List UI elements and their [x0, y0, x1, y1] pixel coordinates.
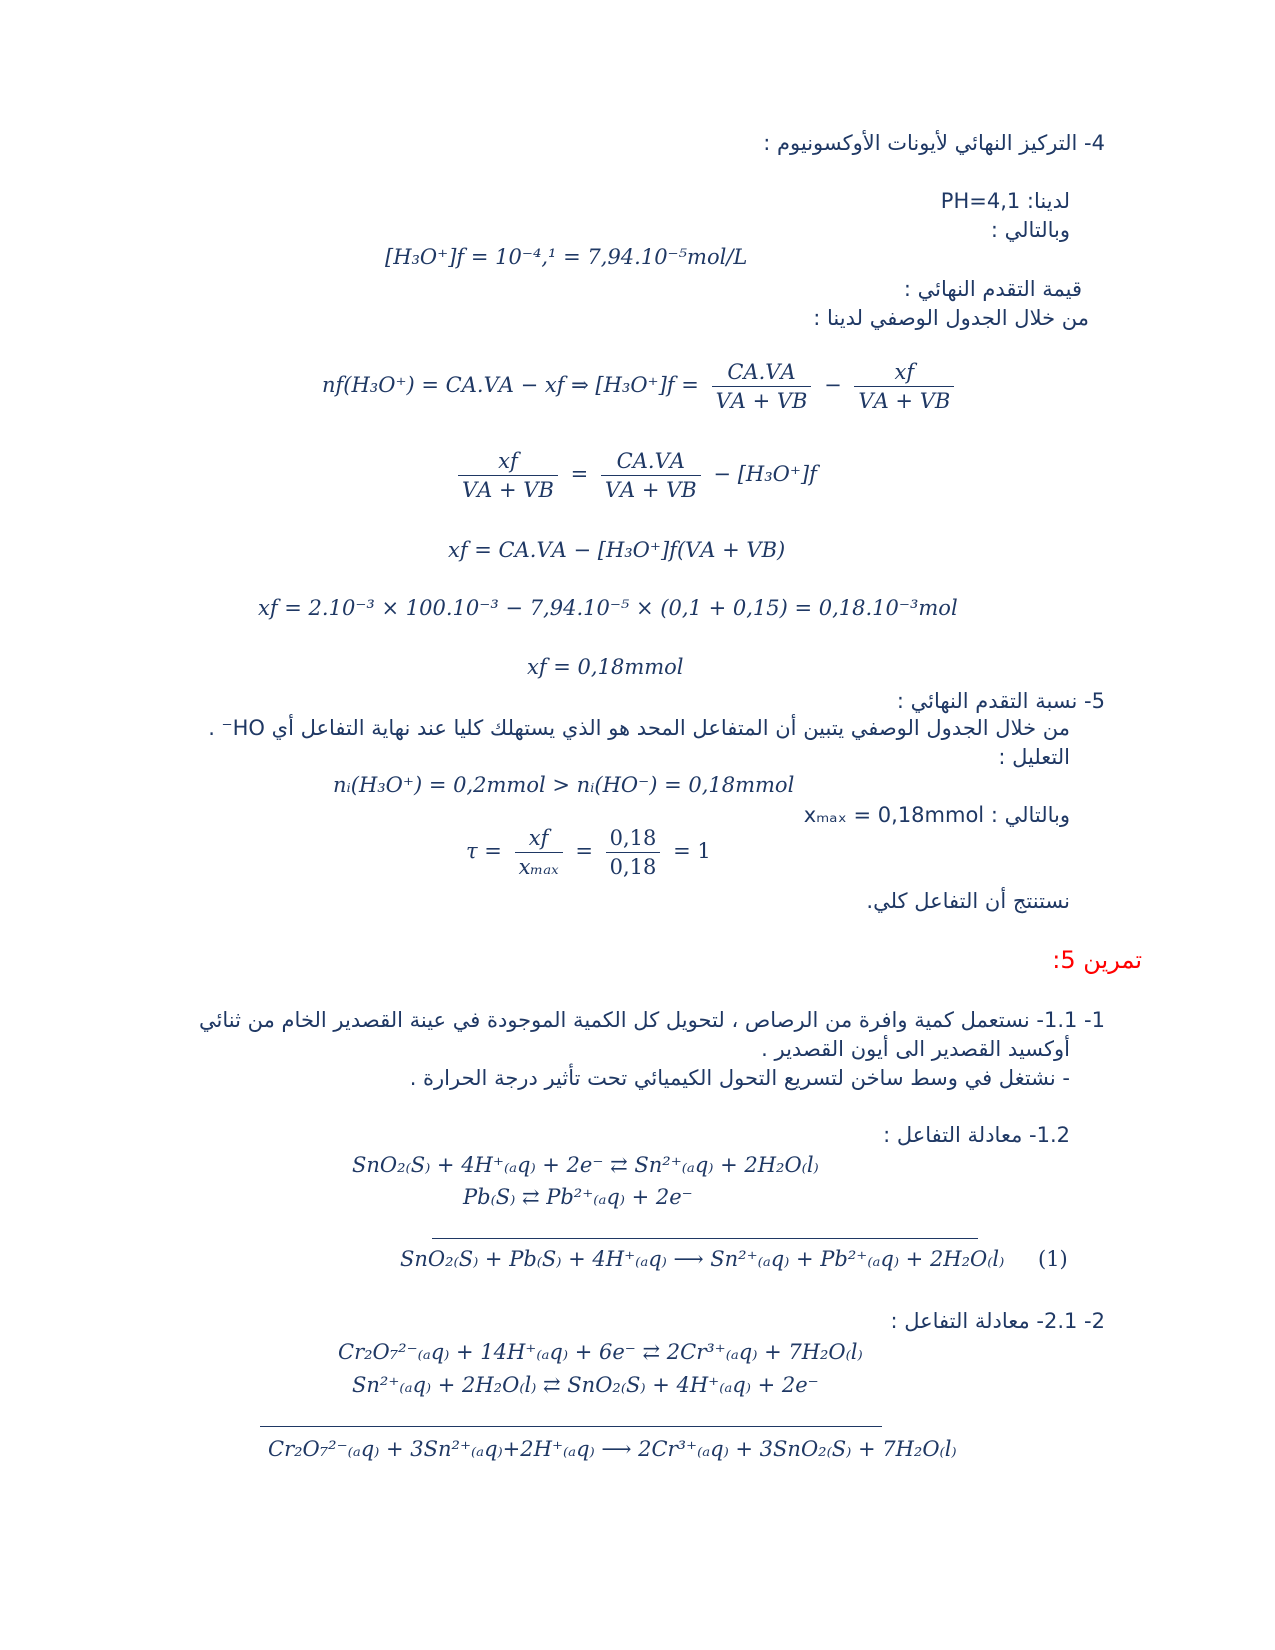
- nf-equation-left: n𝑓(H₃O⁺) = C𝐴.V𝐴 − x𝑓 ⇒ [H₃O⁺]𝑓 =: [322, 373, 699, 397]
- fraction-numerator: C𝐴.V𝐴: [727, 360, 796, 384]
- fraction-ca-va: [712, 358, 812, 415]
- therefore-label: وبالتالي :: [990, 218, 1070, 242]
- fraction-denominator: 0,18: [606, 852, 661, 881]
- part4-heading: 4- التركيز النهائي لأيونات الأوكسونيوم :: [763, 131, 1105, 155]
- half-equation-sn: SnO₂₍S₎ + 4H⁺₍ₐq₎ + 2e⁻ ⇄ Sn²⁺₍ₐq₎ + 2H₂O₍l₎: [352, 1153, 819, 1177]
- xf-rearranged-equation: [452, 447, 817, 504]
- fraction-denominator: V𝐴 + V𝐵: [712, 386, 812, 415]
- fraction-denominator: V𝐴 + V𝐵: [458, 475, 558, 504]
- part5-heading: 5- نسبة التقدم النهائي :: [896, 689, 1105, 713]
- tau-result: = 1: [673, 839, 711, 863]
- fraction-xf: [854, 358, 954, 415]
- xf-final: x𝑓 = 0,18mmol: [527, 655, 684, 679]
- half-equation-cr: Cr₂O₇²⁻₍ₐq₎ + 14H⁺₍ₐq₎ + 6e⁻ ⇄ 2Cr³⁺₍ₐq₎ + 7H₂O₍l₎: [338, 1340, 863, 1364]
- tau-equation: [466, 824, 711, 881]
- h3o-concentration-equation: [H₃O⁺]𝑓 = 10⁻⁴,¹ = 7,94.10⁻⁵mol/L: [385, 245, 748, 269]
- q21-title: 2- 2.1- معادلة التفاعل :: [890, 1309, 1105, 1333]
- q11-line3: - نشتغل في وسط ساخن لتسريع التحول الكيميائي تحت تأثير درجة الحرارة .: [409, 1066, 1070, 1090]
- xf-expression: x𝑓 = C𝐴.V𝐴 − [H₃O⁺]𝑓(V𝐴 + V𝐵): [448, 538, 786, 562]
- justification-label: التعليل :: [998, 745, 1070, 769]
- overall-equation-2: Cr₂O₇²⁻₍ₐq₎ + 3Sn²⁺₍ₐq₎+2H⁺₍ₐq₎ ⟶ 2Cr³⁺₍ₐq₎ + 3SnO₂₍S₎ + 7H₂O₍l₎: [268, 1437, 957, 1461]
- q11-line2: أوكسيد القصدير الى أيون القصدير .: [761, 1037, 1070, 1061]
- nf-equation: [322, 358, 960, 415]
- conclusion: نستنتج أن التفاعل كلي.: [866, 889, 1070, 913]
- fraction-numerator: C𝐴.V𝐴: [616, 449, 685, 473]
- q12-title: 1.2- معادلة التفاعل :: [883, 1123, 1070, 1147]
- q11-line1: 1- 1.1- نستعمل كمية وافرة من الرصاص ، لتحويل كل الكمية الموجودة في عينة القصدير الخام من ثنائي: [199, 1008, 1105, 1032]
- equals-sign: =: [575, 839, 593, 863]
- h3o-term: − [H₃O⁺]𝑓: [713, 462, 817, 486]
- final-advancement-title: قيمة التقدم النهائي :: [903, 277, 1082, 301]
- overall-equation-1: SnO₂₍S₎ + Pb₍S₎ + 4H⁺₍ₐq₎ ⟶ Sn²⁺₍ₐq₎ + Pb²⁺₍ₐq₎ + 2H₂O₍l₎: [400, 1247, 1005, 1271]
- half-equation-pb: Pb₍S₎ ⇄ Pb²⁺₍ₐq₎ + 2e⁻: [463, 1185, 693, 1209]
- fraction-numerator: x𝑓: [498, 449, 518, 473]
- fraction-xf-xmax: [515, 824, 563, 881]
- xf-numeric: x𝑓 = 2.10⁻³ × 100.10⁻³ − 7,94.10⁻⁵ × (0,1 + 0,15) = 0,18.10⁻³mol: [258, 596, 958, 620]
- half-equation-sn2: Sn²⁺₍ₐq₎ + 2H₂O₍l₎ ⇄ SnO₂₍S₎ + 4H⁺₍ₐq₎ + 2e⁻: [352, 1373, 819, 1397]
- equals-sign: =: [570, 462, 589, 486]
- fraction-denominator: V𝐴 + V𝐵: [601, 475, 701, 504]
- minus-sign: −: [824, 373, 842, 397]
- fraction-numerator: 0,18: [609, 826, 657, 850]
- fraction-ca-va: [601, 447, 701, 504]
- given-ph: لدينا: PH=4,1: [940, 189, 1070, 213]
- sum-rule-2: [260, 1426, 882, 1427]
- fraction-denominator: xₘₐₓ: [515, 852, 563, 881]
- sum-rule-1: [432, 1238, 978, 1239]
- from-table-label: من خلال الجدول الوصفي لدينا :: [813, 306, 1089, 330]
- limiting-reactant-statement: من خلال الجدول الوصفي يتبين أن المتفاعل المحد هو الذي يستهلك كليا عند نهاية التفاعل أي HO⁻ .: [208, 716, 1070, 740]
- equation-number: (1): [1038, 1247, 1068, 1271]
- xmax-line: وبالتالي : xₘₐₓ = 0,18mmol: [803, 803, 1070, 827]
- fraction-denominator: V𝐴 + V𝐵: [854, 386, 954, 415]
- fraction-numerator: x𝑓: [528, 826, 549, 850]
- fraction-xf: [458, 447, 558, 504]
- initial-amounts-equation: nᵢ(H₃O⁺) = 0,2mmol > nᵢ(HO⁻) = 0,18mmol: [333, 773, 795, 797]
- fraction-values: [606, 824, 661, 881]
- tau-label: τ =: [466, 839, 502, 863]
- fraction-numerator: x𝑓: [894, 360, 915, 384]
- exercise-5-title: تمرين 5:: [1052, 946, 1142, 974]
